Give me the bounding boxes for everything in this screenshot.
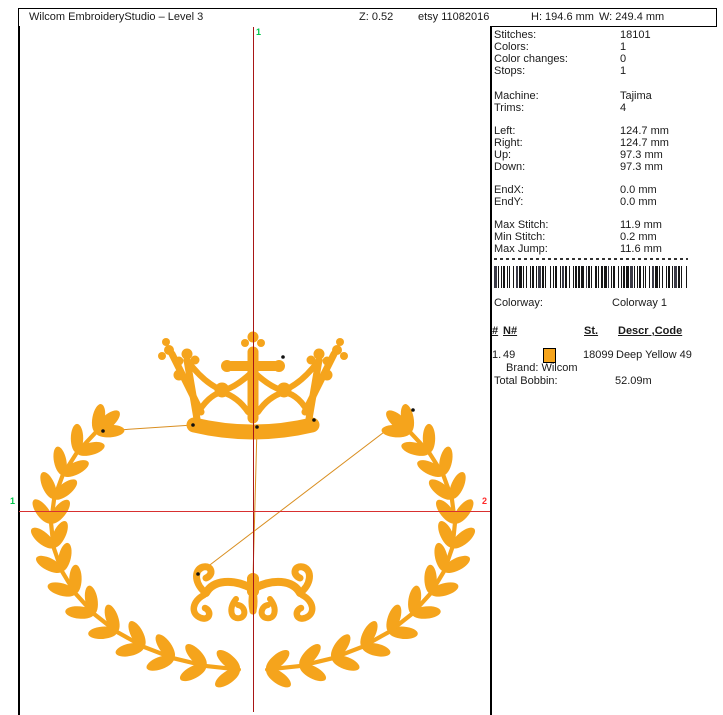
stat-row [494,65,718,77]
zoom-level: Z: 0.52 [359,11,394,23]
stat-row [494,29,718,41]
col-header-n: N# [503,325,518,337]
end-marker-right: 2 [482,496,488,506]
thread-num: 1. [492,349,502,361]
stat-row [494,90,718,102]
colorway-row [494,297,718,309]
total-bobbin-value: 52.09m [615,375,652,387]
total-bobbin-row [494,375,718,387]
colorway-label: Colorway: [494,297,543,309]
stat-label: Up: [494,149,512,161]
stats-group-counts [494,29,718,77]
wreath-left-branch [28,403,244,691]
stat-label: Max Jump: [494,243,548,255]
stats-group-stitch-limits [494,219,718,255]
design-barcode [494,266,690,288]
stat-value: 124.7 mm [620,125,669,137]
stat-value: 97.3 mm [620,149,663,161]
stat-label: EndY: [494,196,524,208]
color-swatch [543,348,556,363]
stat-value: 0.0 mm [620,196,657,208]
stat-row [494,41,718,53]
stat-label: Stitches: [494,29,537,41]
stat-value: 4 [620,102,627,114]
start-marker-top: 1 [256,27,262,37]
stat-value: 1 [620,65,627,77]
stat-value: 0.0 mm [620,184,657,196]
col-header-num: # [492,325,499,337]
stat-row [494,231,718,243]
embroidery-design [18,26,490,715]
stat-value: 0 [620,53,627,65]
stat-label: EndX: [494,184,524,196]
stats-group-machine [494,90,718,114]
stat-value: 0.2 mm [620,231,657,243]
thread-descr: Deep Yellow 49 [616,349,692,361]
stat-row [494,149,718,161]
wreath-right-branch [263,403,479,691]
colorway-value: Colorway 1 [612,297,668,309]
barcode-bar [687,266,688,288]
stat-label: Left: [494,125,516,137]
col-header-st: St. [584,325,599,337]
stats-group-end [494,184,718,208]
stat-value: 1 [620,41,627,53]
thread-row [492,349,718,363]
design-info-panel [494,29,718,255]
thread-n: 49 [503,349,516,361]
stat-label: Colors: [494,41,529,53]
stat-label: Stops: [494,65,526,77]
stat-label: Trims: [494,102,525,114]
stat-row [494,243,718,255]
start-marker-left: 1 [10,496,16,506]
crosshair-horizontal-line [19,511,490,512]
stat-value: 11.9 mm [620,219,662,231]
stat-label: Max Stitch: [494,219,549,231]
design-height: H: 194.6 mm [531,11,594,23]
stat-value: 11.6 mm [620,243,662,255]
stat-value: 18101 [620,29,651,41]
total-bobbin-label: Total Bobbin: [494,375,558,387]
stats-group-extents [494,125,718,173]
barcode-top-strip [494,258,688,260]
stat-label: Down: [494,161,526,173]
design-name: etsy 11082016 [418,11,490,23]
stat-value: 124.7 mm [620,137,669,149]
thread-st: 18099 [583,349,614,361]
stat-label: Min Stitch: [494,231,546,243]
stat-value: 97.3 mm [620,161,663,173]
stat-label: Machine: [494,90,539,102]
stat-label: Right: [494,137,523,149]
crosshair-vertical-line [253,27,254,712]
design-width: W: 249.4 mm [599,11,665,23]
stat-row [494,125,718,137]
brand-line: Brand: Wilcom [506,362,578,374]
stat-row [494,137,718,149]
stat-row [494,102,718,114]
stat-value: Tajima [620,90,652,102]
stat-row [494,196,718,208]
stat-row [494,161,718,173]
col-header-descr: Descr ,Code [618,325,683,337]
stat-row [494,53,718,65]
stat-row [494,219,718,231]
app-title: Wilcom EmbroideryStudio – Level 3 [29,11,204,23]
stat-row [494,184,718,196]
stat-label: Color changes: [494,53,568,65]
title-bar [18,8,717,27]
